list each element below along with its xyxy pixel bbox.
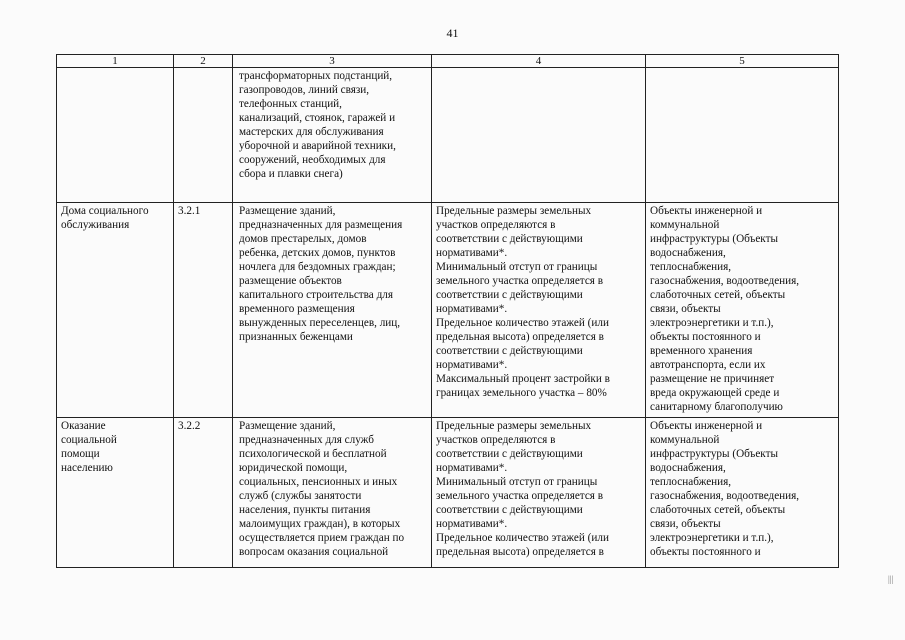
cell-code: 3.2.1	[174, 203, 233, 418]
text-line: Размещение зданий,	[239, 420, 336, 432]
text-line: Дома социального	[61, 205, 149, 217]
cell-description	[233, 418, 432, 568]
text-line: служб (службы занятости	[239, 490, 362, 502]
text-line: водоснабжения,	[650, 462, 726, 474]
text-line: Объекты инженерной и	[650, 205, 763, 217]
text-line: трансформаторных подстанций,	[239, 70, 393, 82]
text-line: Минимальный отступ от границы	[436, 261, 598, 273]
zoning-table	[56, 54, 839, 568]
text-line: связи, объекты	[650, 518, 721, 530]
text-line: газоснабжения, водоотведения,	[650, 275, 800, 287]
text-line: Минимальный отступ от границы	[436, 476, 598, 488]
cell-description	[233, 68, 432, 203]
text-line: участков определяются в	[436, 219, 556, 231]
header-col-1: 1	[57, 55, 174, 68]
text-line: слаботочных сетей, объекты	[650, 289, 786, 301]
text-line: временного размещения	[239, 303, 355, 315]
cell-auxiliary-uses	[646, 418, 839, 568]
cell-use-name	[57, 68, 174, 203]
cell-parameters	[432, 68, 646, 203]
cell-description	[233, 203, 432, 418]
text-line: социальной	[61, 434, 117, 446]
text-line: земельного участка определяется в	[436, 490, 604, 502]
text-line: телефонных станций,	[239, 98, 342, 110]
text-line: вреда окружающей среде и	[650, 387, 780, 399]
text-line: осуществляется прием граждан по	[239, 532, 405, 544]
text-line: санитарному благополучию	[650, 401, 783, 413]
text-line: нормативами*.	[436, 462, 508, 474]
table-row	[57, 418, 839, 568]
text-line: капитального строительства для	[239, 289, 393, 301]
text-line: мастерских для обслуживания	[239, 126, 384, 138]
text-line: предназначенных для размещения	[239, 219, 403, 231]
cell-auxiliary-uses	[646, 203, 839, 418]
text-line: соответствии с действующими	[436, 448, 583, 460]
text-line: временного хранения	[650, 345, 753, 357]
cell-parameters	[432, 418, 646, 568]
text-line: размещение не причиняет	[650, 373, 775, 385]
text-line: электроэнергетики и т.п.),	[650, 317, 774, 329]
text-line: Объекты инженерной и	[650, 420, 763, 432]
text-line: ребенка, детских домов, пунктов	[239, 247, 396, 259]
text-line: Предельное количество этажей (или	[436, 317, 609, 329]
text-line: нормативами*.	[436, 359, 508, 371]
table-header-row	[57, 55, 839, 68]
text-line: коммунальной	[650, 434, 720, 446]
text-line: теплоснабжения,	[650, 476, 732, 488]
text-line: инфраструктуры (Объекты	[650, 448, 779, 460]
text-line: Предельные размеры земельных	[436, 420, 592, 432]
text-line: психологической и бесплатной	[239, 448, 387, 460]
text-line: Предельные размеры земельных	[436, 205, 592, 217]
text-line: вопросам оказания социальной	[239, 546, 389, 558]
text-line: соответствии с действующими	[436, 289, 583, 301]
text-line: сооружений, необходимых для	[239, 154, 386, 166]
cell-code: 3.2.2	[174, 418, 233, 568]
text-line: соответствии с действующими	[436, 504, 583, 516]
cell-use-name	[57, 203, 174, 418]
text-line: Размещение зданий,	[239, 205, 336, 217]
header-col-5: 5	[646, 55, 839, 68]
text-line: размещение объектов	[239, 275, 342, 287]
text-line: социальных, пенсионных и иных	[239, 476, 398, 488]
text-line: обслуживания	[61, 219, 130, 231]
cell-use-name	[57, 418, 174, 568]
text-line: уборочной и аварийной техники,	[239, 140, 396, 152]
margin-marks: |||	[888, 574, 894, 584]
text-line: юридической помощи,	[239, 462, 348, 474]
text-line: газоснабжения, водоотведения,	[650, 490, 800, 502]
text-line: водоснабжения,	[650, 247, 726, 259]
text-line: границах земельного участка – 80%	[436, 387, 607, 399]
text-line: малоимущих граждан), в которых	[239, 518, 401, 530]
table-row	[57, 68, 839, 203]
text-line: объекты постоянного и	[650, 546, 761, 558]
header-col-4: 4	[432, 55, 646, 68]
text-line: населения, пункты питания	[239, 504, 371, 516]
text-line: газопроводов, линий связи,	[239, 84, 370, 96]
cell-parameters	[432, 203, 646, 418]
text-line: вынужденных переселенцев, лиц,	[239, 317, 401, 329]
text-line: электроэнергетики и т.п.),	[650, 532, 774, 544]
text-line: сбора и плавки снега)	[239, 168, 343, 180]
text-line: Максимальный процент застройки в	[436, 373, 610, 385]
text-line: автотранспорта, если их	[650, 359, 766, 371]
cell-auxiliary-uses	[646, 68, 839, 203]
text-line: коммунальной	[650, 219, 720, 231]
text-line: нормативами*.	[436, 303, 508, 315]
text-line: соответствии с действующими	[436, 233, 583, 245]
text-line: инфраструктуры (Объекты	[650, 233, 779, 245]
text-line: предельная высота) определяется в	[436, 546, 604, 558]
text-line: участков определяются в	[436, 434, 556, 446]
text-line: нормативами*.	[436, 518, 508, 530]
text-line: земельного участка определяется в	[436, 275, 604, 287]
text-line: помощи	[61, 448, 100, 460]
text-line: объекты постоянного и	[650, 331, 761, 343]
text-line: нормативами*.	[436, 247, 508, 259]
text-line: предназначенных для служб	[239, 434, 374, 446]
text-line: ночлега для бездомных граждан;	[239, 261, 396, 273]
text-line: соответствии с действующими	[436, 345, 583, 357]
text-line: теплоснабжения,	[650, 261, 732, 273]
header-col-2: 2	[174, 55, 233, 68]
text-line: признанных беженцами	[239, 331, 353, 343]
table-row	[57, 203, 839, 418]
text-line: связи, объекты	[650, 303, 721, 315]
text-line: населению	[61, 462, 113, 474]
header-col-3: 3	[233, 55, 432, 68]
text-line: предельная высота) определяется в	[436, 331, 604, 343]
text-line: Оказание	[61, 420, 106, 432]
page-number: 41	[446, 26, 459, 40]
text-line: домов престарелых, домов	[239, 233, 367, 245]
text-line: слаботочных сетей, объекты	[650, 504, 786, 516]
cell-code	[174, 68, 233, 203]
text-line: канализаций, стоянок, гаражей и	[239, 112, 396, 124]
text-line: Предельное количество этажей (или	[436, 532, 609, 544]
